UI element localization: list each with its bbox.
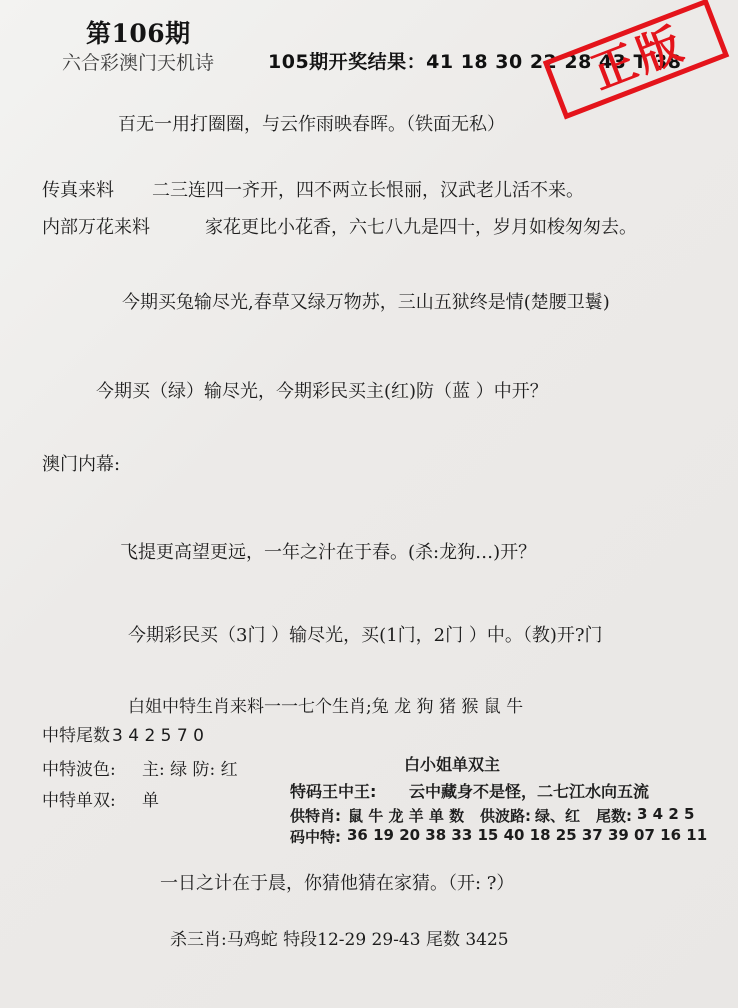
supply-tail-value: 3 4 2 5 xyxy=(637,805,695,823)
supply-wave-value: 绿、红 xyxy=(535,807,581,825)
supply-zodiac-value: 鼠 牛 龙 羊 单 数 xyxy=(348,807,465,825)
king-code-label: 特码王中王: xyxy=(290,782,377,801)
brand-subtitle: 六合彩澳门天机诗 xyxy=(62,52,215,74)
odd-even-value: 单 xyxy=(142,791,159,811)
macau-inside-label: 澳门内幕: xyxy=(42,454,121,475)
buy-line-1: 今期买兔输尽光,春草又绿万物苏，三山五狱终是情(楚腰卫鬟) xyxy=(122,292,610,313)
code-special-value: 36 19 20 38 33 15 40 18 25 37 39 07 16 11 xyxy=(347,826,708,844)
poem-line-1: 百无一用打圈圈，与云作雨映春晖。（铁面无私） xyxy=(118,114,505,135)
inner-label: 内部万花来料 xyxy=(42,217,150,238)
king-code-text: 云中藏身不是怪，二七江水向五流 xyxy=(409,782,650,801)
stamp-label: 正版 xyxy=(584,17,693,100)
door-line: 今期彩民买（3门 ）输尽光，买(1门，2门 ）中。（教)开?门 xyxy=(128,625,603,646)
tail-number-label xyxy=(42,721,204,746)
buy-line-2: 今期买（绿）输尽光，今期彩民买主(红)防（蓝 ）中开？ xyxy=(96,381,548,402)
code-special-label: 码中特: xyxy=(290,828,341,846)
supply-zodiac-label: 供特肖: xyxy=(290,807,341,825)
odd-even-label: 中特单双: xyxy=(42,791,116,811)
fly-line: 飞提更高望更远，一年之汁在于春。(杀:龙狗…)开？ xyxy=(120,542,537,563)
tail-number-value: 3 4 2 5 7 0 xyxy=(112,726,204,746)
page-title: 第106期 xyxy=(86,19,191,48)
inner-text: 家花更比小花香，六七八九是四十，岁月如梭匆匆去。 xyxy=(205,217,637,238)
kill-three-line: 杀三肖:马鸡蛇 特段12-29 29-43 尾数 3425 xyxy=(170,930,509,950)
baijie-zodiac-line: 白姐中特生肖来料一一七个生肖;兔 龙 狗 猪 猴 鼠 牛 xyxy=(128,697,524,717)
supply-tail-label: 尾数: xyxy=(596,807,632,825)
tail-number-label-text: 中特尾数 xyxy=(42,726,110,746)
fax-text: 二三连四一齐开，四不两立长恨丽，汉武老儿活不来。 xyxy=(152,180,584,201)
supply-wave-label: 供波路: xyxy=(480,807,531,825)
morning-line: 一日之计在于晨，你猜他猜在家猜。（开: ?） xyxy=(160,873,515,894)
right-block-title: 白小姐单双主 xyxy=(404,755,501,774)
fax-label: 传真来料 xyxy=(42,180,114,201)
wave-color-value: 主: 绿 防: 红 xyxy=(142,760,238,780)
draw-result-line: 105期开奖结果：41 18 30 22 28 43 T 38 xyxy=(268,51,682,73)
wave-color-label: 中特波色: xyxy=(42,760,116,780)
